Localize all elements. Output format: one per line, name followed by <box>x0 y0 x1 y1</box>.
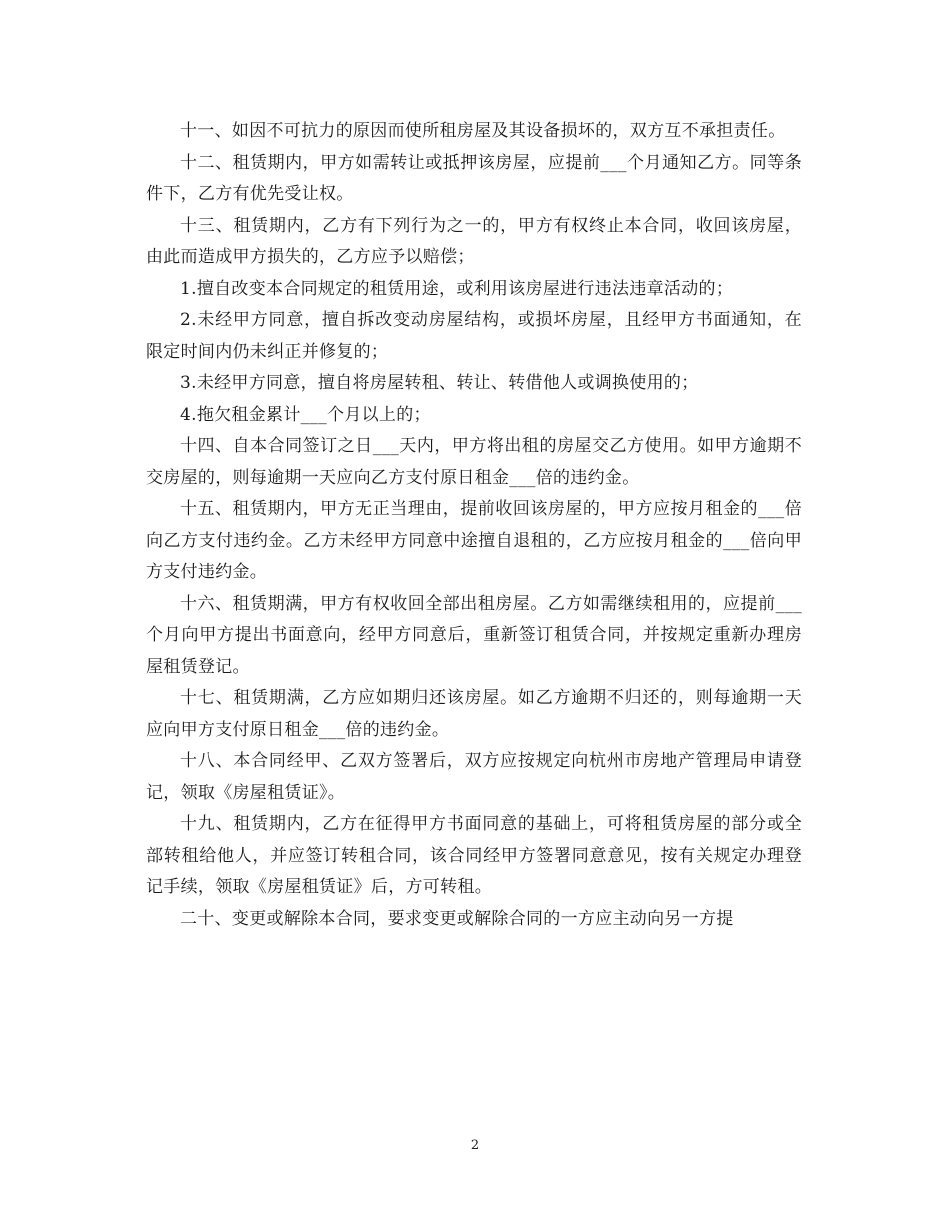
clause-20: 二十、变更或解除本合同，要求变更或解除合同的一方应主动向另一方提 <box>180 908 734 929</box>
clause-13-item-3: 3.未经甲方同意，擅自将房屋转租、转让、转借他人或调换使用的； <box>180 373 699 393</box>
clause-19: 十九、租赁期内，乙方在征得甲方书面同意的基础上，可将租赁房屋的部分或全部转租给他人，并应签订转租合同，该合同经甲方签署同意意见，按有关规定办理登记手续，领取《房屋租赁证》后，方可转租。 <box>146 814 802 897</box>
clause-15: 十五、租赁期内，甲方无正当理由，提前收回该房屋的，甲方应按月租金的___倍向乙方支付违约金。乙方未经甲方同意中途擅自退租的，乙方应按月租金的___倍向甲方支付违约金。 <box>146 499 802 582</box>
clause-14: 十四、自本合同签订之日___天内，甲方将出租的房屋交乙方使用。如甲方逾期不交房屋的，则每逾期一天应向乙方支付原日租金___倍的违约金。 <box>146 436 802 488</box>
clause-11: 十一、如因不可抗力的原因而使所租房屋及其设备损坏的，双方互不承担责任。 <box>180 121 786 141</box>
clause-17: 十七、租赁期满，乙方应如期归还该房屋。如乙方逾期不归还的，则每逾期一天应向甲方支付原日租金___倍的违约金。 <box>146 688 802 740</box>
clause-16: 十六、租赁期满，甲方有权收回全部出租房屋。乙方如需继续租用的，应提前___个月向甲方提出书面意向，经甲方同意后，重新签订租赁合同，并按规定重新办理房屋租赁登记。 <box>146 593 802 677</box>
clause-13: 十三、租赁期内，乙方有下列行为之一的，甲方有权终止本合同，收回该房屋，由此而造成甲方损失的，乙方应予以赔偿； <box>146 215 802 267</box>
clause-13-item-4: 4.拖欠租金累计___个月以上的； <box>180 404 431 425</box>
clause-13-item-2: 2.未经甲方同意，擅自拆改变动房屋结构，或损坏房屋，且经甲方书面通知，在限定时间内仍未纠正并修复的； <box>146 310 802 362</box>
document-body <box>146 116 802 935</box>
clause-13-item-1: 1.擅自改变本合同规定的租赁用途，或利用该房屋进行违法违章活动的； <box>180 278 734 299</box>
clause-12: 十二、租赁期内，甲方如需转让或抵押该房屋，应提前___个月通知乙方。同等条件下，乙方有优先受让权。 <box>146 152 802 204</box>
clause-18: 十八、本合同经甲、乙双方签署后，双方应按规定向杭州市房地产管理局申请登记，领取《房屋租赁证》。 <box>146 751 802 803</box>
page-number: 2 <box>470 1138 480 1153</box>
